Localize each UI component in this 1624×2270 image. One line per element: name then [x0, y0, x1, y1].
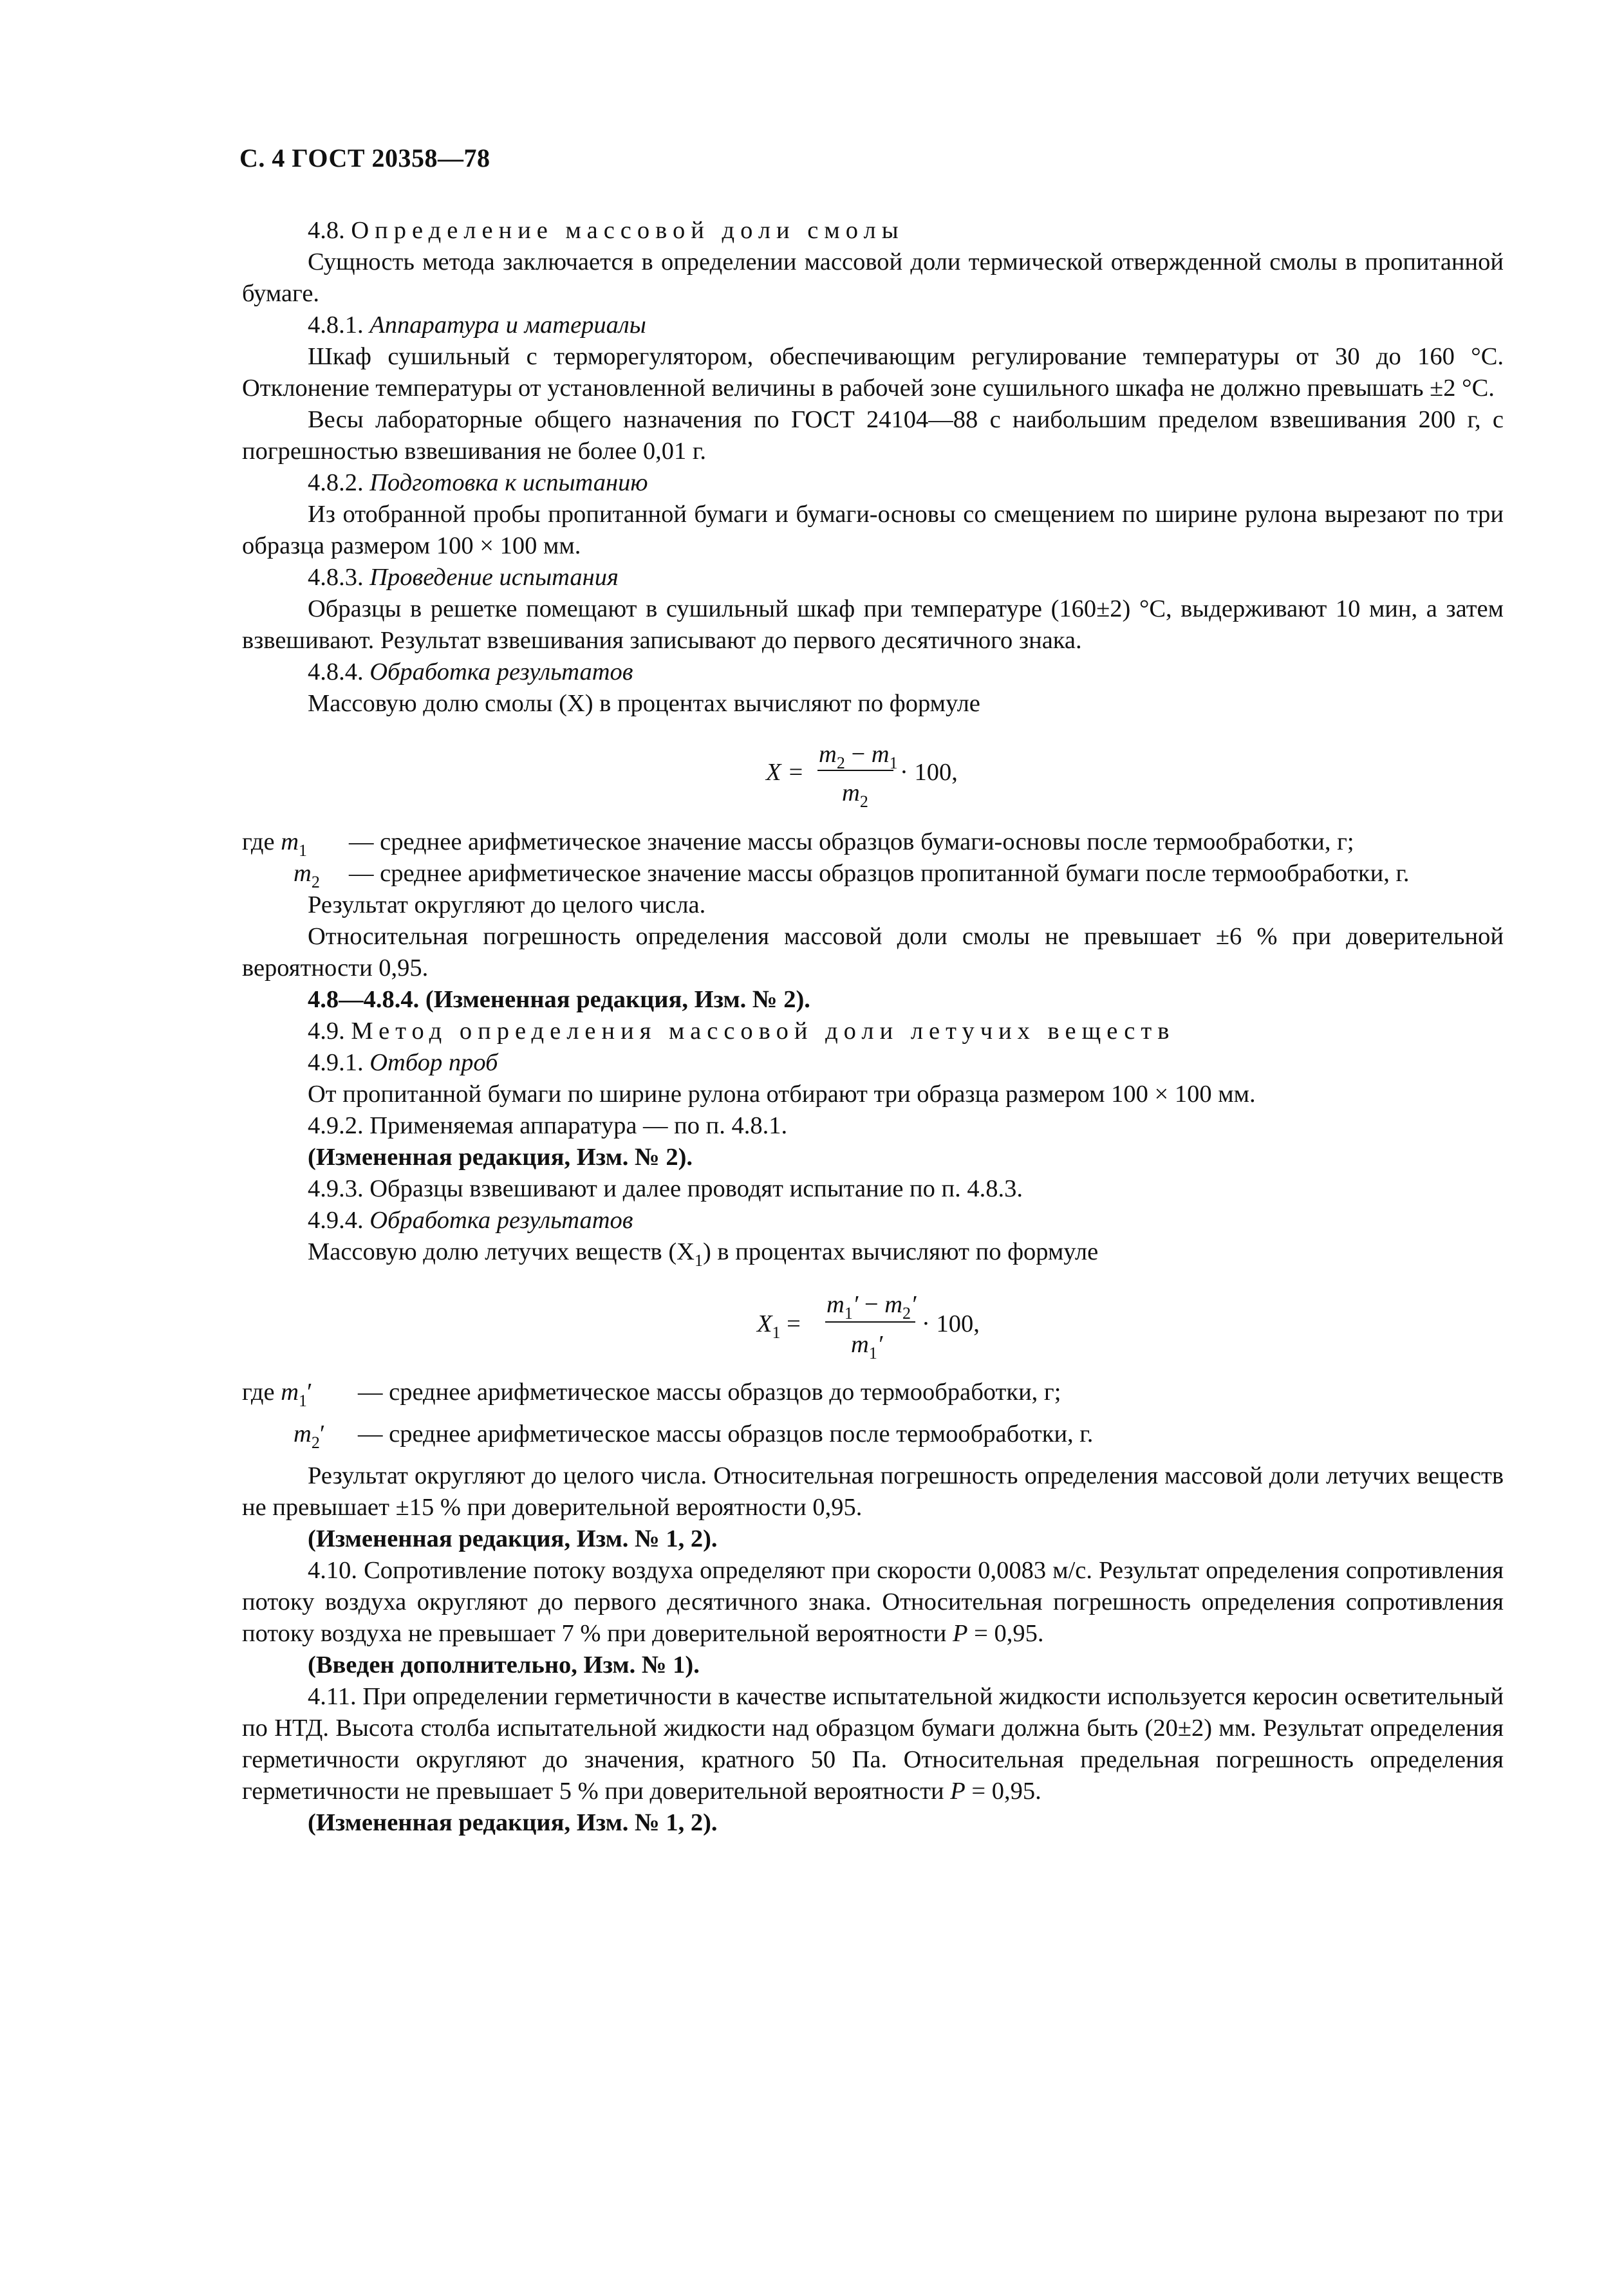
paragraph: Массовую долю смолы (X) в процентах вычисляют по формуле	[308, 690, 980, 717]
subsection-title: Проведение испытания	[369, 564, 619, 591]
where-text: — среднее арифметическое значение массы образцов пропитанной бумаги после термообработки, г.	[349, 860, 1410, 887]
amendment-note: (Введен дополнительно, Изм. № 1).	[308, 1651, 700, 1679]
formula-operator: −	[858, 1291, 885, 1318]
amendment-note: (Измененная редакция, Изм. № 1, 2).	[308, 1525, 718, 1552]
formula-subscript: 2	[311, 1433, 320, 1452]
subsection-number: 4.8.3.	[308, 564, 364, 591]
paragraph: 4.9.2. Применяемая аппаратура — по п. 4.8.1.	[308, 1112, 788, 1139]
formula-symbol: m	[281, 828, 299, 855]
section-4-11-paragraph	[242, 1681, 1504, 1807]
formula-numerator	[826, 1289, 916, 1323]
paragraph	[242, 1236, 1504, 1270]
where-symbol	[294, 1419, 325, 1452]
where-symbol	[242, 1377, 312, 1410]
subsection-4-8-3-heading	[242, 562, 1504, 593]
formula-prime: ′	[319, 1420, 326, 1447]
formula-lhs	[757, 1308, 801, 1342]
document-body	[242, 215, 1504, 1839]
formula-symbol: m	[826, 1291, 845, 1318]
where-text: — среднее арифметическое массы образцов до термообработки, г;	[358, 1379, 1061, 1406]
formula-symbol: m	[281, 1379, 299, 1406]
subsection-number: 4.8.4.	[308, 658, 364, 685]
section-number: 4.9.	[308, 1018, 345, 1045]
fraction-line	[817, 770, 893, 771]
section-4-9-heading	[242, 1016, 1504, 1047]
section-title: Метод определения массовой доли летучих веществ	[351, 1018, 1175, 1045]
formula-prime: ′	[911, 1291, 917, 1318]
paragraph: Относительная погрешность определения массовой доли смолы не превышает ±6 % при доверительной вероятности 0,95.	[242, 923, 1504, 981]
formula-volatile-share	[242, 1270, 1504, 1366]
formula-symbol: P	[952, 1620, 968, 1647]
formula-subscript: 2	[311, 873, 320, 891]
subsection-title: Подготовка к испытанию	[369, 469, 648, 496]
text-fragment: ) в процентах вычисляют по формуле	[702, 1238, 1099, 1265]
amendment-note: (Измененная редакция, Изм. № 1, 2).	[308, 1809, 718, 1836]
where-m2-prime	[242, 1419, 1504, 1450]
formula-symbol: m	[871, 741, 890, 768]
where-text: — среднее арифметическое значение массы образцов бумаги-основы после термообработки, г;	[349, 828, 1354, 855]
formula-symbol: m	[819, 741, 837, 768]
amendment-note: (Измененная редакция, Изм. № 2).	[308, 1144, 693, 1171]
section-title: Определение массовой доли смолы	[351, 217, 904, 244]
formula-prime: ′	[307, 1379, 313, 1406]
formula-subscript: 1	[889, 754, 898, 772]
paragraph: Из отобранной пробы пропитанной бумаги и бумаги-основы со смещением по ширине рулона вырезают по три образца размером 100 × 100 мм.	[242, 501, 1504, 559]
subsection-4-9-1-heading	[242, 1047, 1504, 1079]
formula-subscript: 1	[844, 1304, 853, 1323]
page-header: С. 4 ГОСТ 20358—78	[239, 144, 490, 172]
text-fragment: 4.11. При определении герметичности в качестве испытательной жидкости используется керосин осветительный по НТД. Высота столба испытательной жидкости над образцом бумаги должна быть (20±2) мм. Результат определения герметичности округляют до значения, кратного 50 Па. Относительная предельная погрешность определения герметичности не превышает 5 % при доверительной вероятности	[242, 1683, 1504, 1805]
paragraph: Образцы в решетке помещают в сушильный шкаф при температуре (160±2) °С, выдерживают 10 мин, а затем взвешивают. Результат взвешивания записывают до первого десятичного знака.	[242, 595, 1504, 654]
subsection-title: Отбор проб	[369, 1049, 498, 1076]
formula-operator: −	[845, 741, 872, 768]
subsection-title: Обработка результатов	[369, 1207, 633, 1234]
section-number: 4.8.	[308, 217, 345, 244]
formula-prime: ′	[852, 1291, 859, 1318]
text-fragment: Массовую долю летучих веществ (X	[308, 1238, 695, 1265]
where-text: — среднее арифметическое массы образцов после термообработки, г.	[358, 1420, 1094, 1447]
section-4-8-heading	[242, 215, 1504, 247]
subsection-number: 4.8.1.	[308, 312, 364, 339]
formula-symbol: m	[884, 1291, 903, 1318]
formula-subscript: 1	[694, 1251, 703, 1270]
subsection-number: 4.9.1.	[308, 1049, 364, 1076]
formula-subscript: 1	[772, 1323, 781, 1342]
formula-subscript: 1	[868, 1344, 877, 1363]
formula-subscript: 1	[299, 841, 307, 860]
paragraph: Весы лабораторные общего назначения по ГОСТ 24104—88 с наибольшим пределом взвешивания 200 г, с погрешностью взвешивания не более 0,01 г.	[242, 406, 1504, 465]
formula-denominator	[842, 777, 868, 811]
formula-numerator	[819, 739, 898, 772]
where-symbol	[294, 858, 320, 891]
formula-denominator	[851, 1329, 882, 1363]
formula-symbol: P	[950, 1778, 966, 1805]
formula-symbol: m	[842, 779, 860, 806]
where-symbol	[242, 826, 307, 860]
formula-symbol: m	[851, 1331, 869, 1358]
section-4-10-paragraph	[242, 1555, 1504, 1650]
formula-operator: =	[780, 1310, 801, 1337]
formula-tail: · 100,	[900, 759, 958, 786]
text-fragment: = 0,95.	[971, 1778, 1041, 1805]
subsection-title: Обработка результатов	[369, 658, 633, 685]
subsection-4-8-2-heading	[242, 467, 1504, 499]
formula-prime: ′	[877, 1331, 883, 1358]
paragraph: Сущность метода заключается в определении массовой доли термической отвержденной смолы в пропитанной бумаге.	[242, 248, 1504, 307]
where-m1-prime	[242, 1377, 1504, 1408]
formula-resin-share	[242, 720, 1504, 816]
formula-tail: · 100,	[922, 1310, 980, 1337]
formula-symbol: m	[294, 860, 312, 887]
where-m2	[242, 858, 1504, 889]
text-fragment: = 0,95.	[974, 1620, 1044, 1647]
subsection-title: Аппаратура и материалы	[369, 312, 646, 339]
paragraph: Шкаф сушильный с терморегулятором, обеспечивающим регулирование температуры от 30 до 160 °С. Отклонение температуры от установленной величины в рабочей зоне сушильного шкафа не должно превышать ±2 °С.	[242, 343, 1504, 402]
formula-lhs: X =	[766, 759, 805, 786]
amendment-note: 4.8—4.8.4. (Измененная редакция, Изм. № 2).	[308, 986, 810, 1013]
formula-subscript: 2	[836, 754, 845, 772]
subsection-4-8-1-heading	[242, 310, 1504, 341]
where-m1	[242, 826, 1504, 858]
text-fragment: 4.10. Сопротивление потоку воздуха определяют при скорости 0,0083 м/с. Результат определения сопротивления потоку воздуха округляют до первого десятичного знака. Относительная погрешность определения сопротивления потоку воздуха не превышает 7 % при доверительной вероятности	[242, 1557, 1504, 1647]
formula-symbol: X	[757, 1310, 772, 1337]
formula-subscript: 2	[859, 792, 868, 811]
where-prefix: где	[242, 1379, 275, 1406]
paragraph: От пропитанной бумаги по ширине рулона отбирают три образца размером 100 × 100 мм.	[308, 1081, 1256, 1108]
formula-subscript: 2	[902, 1304, 911, 1323]
fraction-line	[825, 1321, 915, 1323]
paragraph: Результат округляют до целого числа. Относительная погрешность определения массовой доли летучих веществ не превышает ±15 % при доверительной вероятности 0,95.	[242, 1462, 1504, 1521]
paragraph: 4.9.3. Образцы взвешивают и далее проводят испытание по п. 4.8.3.	[308, 1175, 1023, 1202]
formula-subscript: 1	[299, 1391, 307, 1410]
subsection-4-8-4-heading	[242, 656, 1504, 688]
subsection-number: 4.9.4.	[308, 1207, 364, 1234]
where-prefix: где	[242, 828, 275, 855]
paragraph: Результат округляют до целого числа.	[308, 891, 706, 918]
formula-symbol: m	[294, 1420, 312, 1447]
subsection-number: 4.8.2.	[308, 469, 364, 496]
subsection-4-9-4-heading	[242, 1205, 1504, 1236]
